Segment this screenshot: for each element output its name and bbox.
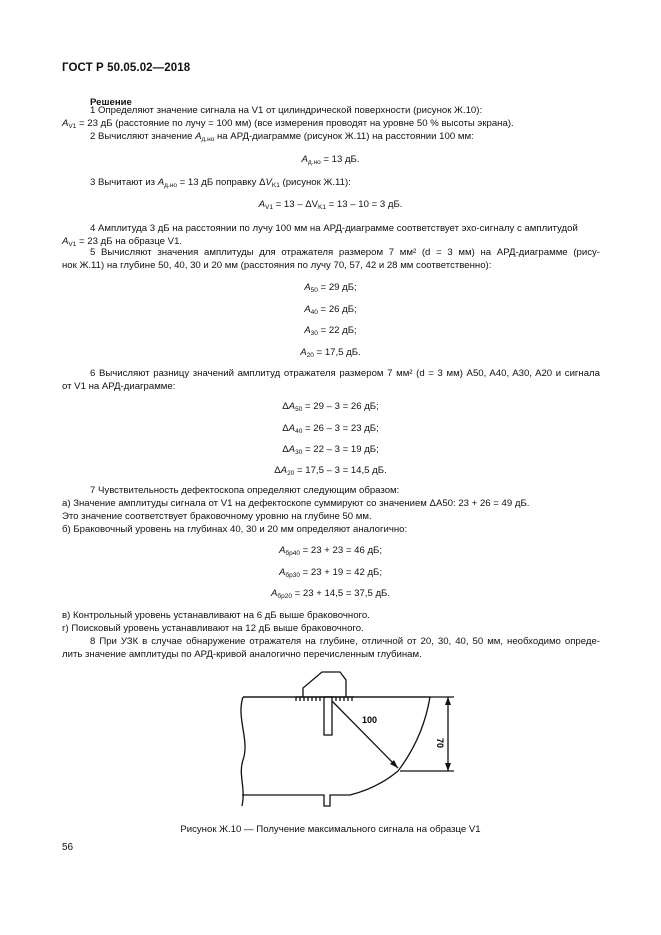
formula-b30: $A_{бр30} = 23 + 19 = 42$ дБ; (278, 567, 383, 579)
formula-d20: $\Delta A_{20} = 17,5 - 3 = 14,5$ дБ. (274, 465, 387, 477)
formula-d40: $\Delta A_{40} = 26 - 3 = 23$ дБ; (282, 423, 379, 435)
formula-a20: $A_{20} = 17,5$ дБ. (300, 347, 361, 359)
step-5-text: 5 Вычисляют значения амплитуды для отражателя размером 7 мм² (d = 3 мм) на АРД-диаграмме (рису- (90, 247, 600, 258)
step-4-value: $A_{V1} = 23$ дБ на образце V1. (62, 236, 183, 248)
step-7d-text: г) Поисковый уровень устанавливают на 12 дБ выше браковочного. (62, 623, 364, 634)
formula-av1: $A_{V1} = 13 - \Delta V_{K1} = 13 - 10 = 3$ дБ. (258, 199, 403, 211)
formula-a50: $A_{50} = 29$ дБ; (304, 282, 357, 294)
figure-caption: Рисунок Ж.10 — Получение максимального сигнала на образце V1 (180, 824, 481, 835)
formula-d30: $\Delta A_{30} = 22 - 3 = 19$ дБ; (282, 444, 379, 456)
formula-b20: $A_{бр20} = 23 + 14,5 = 37,5$ дБ. (270, 588, 391, 600)
step-7a-text: а) Значение амплитуды сигнала от V1 на дефектоскопе суммируют со значением ΔA50: 23 + 26 = 49 дБ. (62, 498, 530, 509)
step-8-text: 8 При УЗК в случае обнаружение отражателя на глубине, отличной от 20, 30, 40, 50 мм, необходимо опреде- (90, 636, 600, 647)
step-6-text-cont: от V1 на АРД-диаграмме: (62, 381, 176, 392)
step-1-text: 1 Определяют значение сигнала на V1 от цилиндрической поверхности (рисунок Ж.10): (90, 105, 483, 116)
step-7a-text-cont: Это значение соответствует браковочному уровню на глубине 50 мм. (62, 511, 372, 522)
step-7b-text: б) Браковочный уровень на глубинах 40, 30 и 20 мм определяют аналогично: (62, 524, 408, 535)
formula-a40: $A_{40} = 26$ дБ; (304, 304, 357, 316)
label-100: 100 (362, 715, 378, 725)
step-3-text: 3 Вычитают из $A_{д.но} = 13$ дБ поправку $\Delta V_{K1}$ (рисунок Ж.11): (90, 177, 351, 189)
document-header: ГОСТ Р 50.05.02—2018 (62, 62, 191, 74)
step-5-text-cont: нок Ж.11) на глубине 50, 40, 30 и 20 мм (расстояния по лучу 70, 57, 42 и 28 мм соответственно): (62, 260, 492, 271)
step-1-value: $A_{V1} = 23$ дБ (расстояние по лучу = 100 мм) (все измерения проводят на уровне 50 % высоты экрана). (62, 118, 514, 130)
step-8-text-cont: лить значение амплитуды по АРД-кривой аналогично перечисленным глубинам. (62, 649, 422, 660)
step-6-text: 6 Вычисляют разницу значений амплитуд отражателя размером 7 мм² (d = 3 мм) A50, A40, A30, A20 и сигнала (90, 368, 600, 379)
step-7-text: 7 Чувствительность дефектоскопа определяют следующим образом: (90, 485, 400, 496)
formula-a30: $A_{30} = 22$ дБ; (304, 325, 357, 337)
page-number: 56 (62, 842, 74, 853)
solution-heading: Решение (90, 97, 132, 108)
label-70: 70 (435, 738, 445, 749)
formula-a-dno: $A_{д.но} = 13$ дБ. (301, 154, 360, 166)
step-7c-text: в) Контрольный уровень устанавливают на 6 дБ выше браковочного. (62, 610, 370, 621)
step-4-text: 4 Амплитуда 3 дБ на расстоянии по лучу 100 мм на АРД-диаграмме соответствует эхо-сигналу с амплитудой (90, 223, 578, 234)
step-2-text: 2 Вычисляют значение $A_{д.но}$ на АРД-диаграмме (рисунок Ж.11) на расстоянии 100 мм: (90, 131, 474, 143)
formula-b40: $A_{бр40} = 23 + 23 = 46$ дБ; (278, 545, 383, 557)
formula-d50: $\Delta A_{50} = 29 - 3 = 26$ дБ; (282, 401, 379, 413)
